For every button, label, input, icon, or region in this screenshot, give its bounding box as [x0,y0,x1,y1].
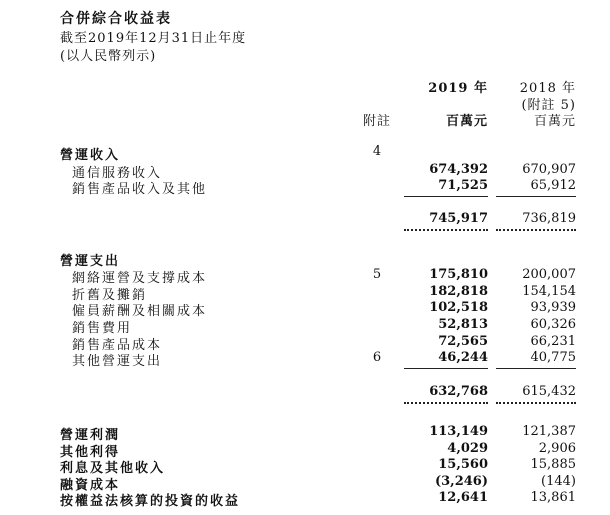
expense-item-label: 僱員薪酬及相關成本 [72,304,208,319]
col-note: 附註 [362,114,391,129]
revenue-item-prior: 670,907 [522,162,576,177]
expense-item-current: 72,565 [438,334,488,349]
finance-costs-prior: (144) [541,474,576,489]
total-dots-current [404,402,488,404]
col-prior-year: 2018 年 [519,81,576,96]
equity-investment-income-label: 按權益法核算的投資的收益 [60,494,241,509]
expense-item-label: 網絡運營及支撐成本 [72,271,208,286]
subtotal-rule-prior [496,368,576,369]
expense-item-current: 46,244 [438,350,488,365]
expense-item-prior: 154,154 [522,284,576,299]
finance-costs-label: 融資成本 [60,478,121,493]
expenses-section-label: 營運支出 [60,254,121,269]
other-gains-label: 其他利得 [60,445,121,460]
subtotal-rule-prior [496,196,576,197]
col-prior-note: (附註 5) [521,98,576,113]
revenue-item-current: 71,525 [438,178,488,193]
revenue-item-label: 銷售產品收入及其他 [72,182,208,197]
equity-investment-income-current: 12,641 [438,490,488,505]
expense-item-prior: 60,326 [530,317,576,332]
statement-title: 合併綜合收益表 [60,11,172,27]
other-gains-prior: 2,906 [538,441,576,456]
operating-profit-prior: 121,387 [522,424,576,439]
operating-profit-current: 113,149 [429,424,488,439]
interest-income-current: 15,560 [438,457,488,472]
revenue-total-current: 745,917 [429,211,488,226]
expenses-total-prior: 615,432 [522,384,576,399]
revenue-item-label: 通信服務收入 [72,166,163,181]
total-dots-prior [496,229,576,231]
revenue-section-label: 營運收入 [60,148,121,163]
operating-profit-label: 營運利潤 [60,428,121,443]
expense-item-label: 銷售產品成本 [72,338,163,353]
expense-item-label: 銷售費用 [72,321,133,336]
expense-item-current: 52,813 [438,317,488,332]
expense-item-current: 182,818 [429,284,488,299]
expense-item-prior: 66,231 [530,334,576,349]
interest-income-label: 利息及其他收入 [60,461,166,476]
expenses-total-current: 632,768 [429,384,488,399]
revenue-item-current: 674,392 [429,162,488,177]
col-current-unit: 百萬元 [445,114,488,129]
interest-income-prior: 15,885 [530,457,576,472]
expense-item-note: 5 [372,267,382,282]
other-gains-current: 4,029 [447,441,488,456]
expense-item-prior: 200,007 [522,267,576,282]
col-current-year: 2019 年 [428,81,488,96]
currency-note: (以人民幣列示) [60,49,157,64]
expense-item-label: 折舊及攤銷 [72,288,148,303]
expense-item-note: 6 [372,350,382,365]
total-dots-current [404,229,488,231]
subtotal-rule-current [404,196,488,197]
expense-item-prior: 93,939 [530,300,576,315]
revenue-total-prior: 736,819 [522,211,576,226]
expense-item-prior: 40,775 [530,350,576,365]
expense-item-label: 其他營運支出 [72,354,163,369]
statement-period: 截至2019年12月31日止年度 [60,31,247,46]
revenue-item-prior: 65,912 [530,178,576,193]
total-dots-prior [496,402,576,404]
finance-costs-current: (3,246) [434,474,488,489]
subtotal-rule-current [404,368,488,369]
revenue-note: 4 [372,144,382,159]
expense-item-current: 102,518 [429,300,488,315]
expense-item-current: 175,810 [429,267,488,282]
col-prior-unit: 百萬元 [533,114,576,129]
equity-investment-income-prior: 13,861 [530,490,576,505]
